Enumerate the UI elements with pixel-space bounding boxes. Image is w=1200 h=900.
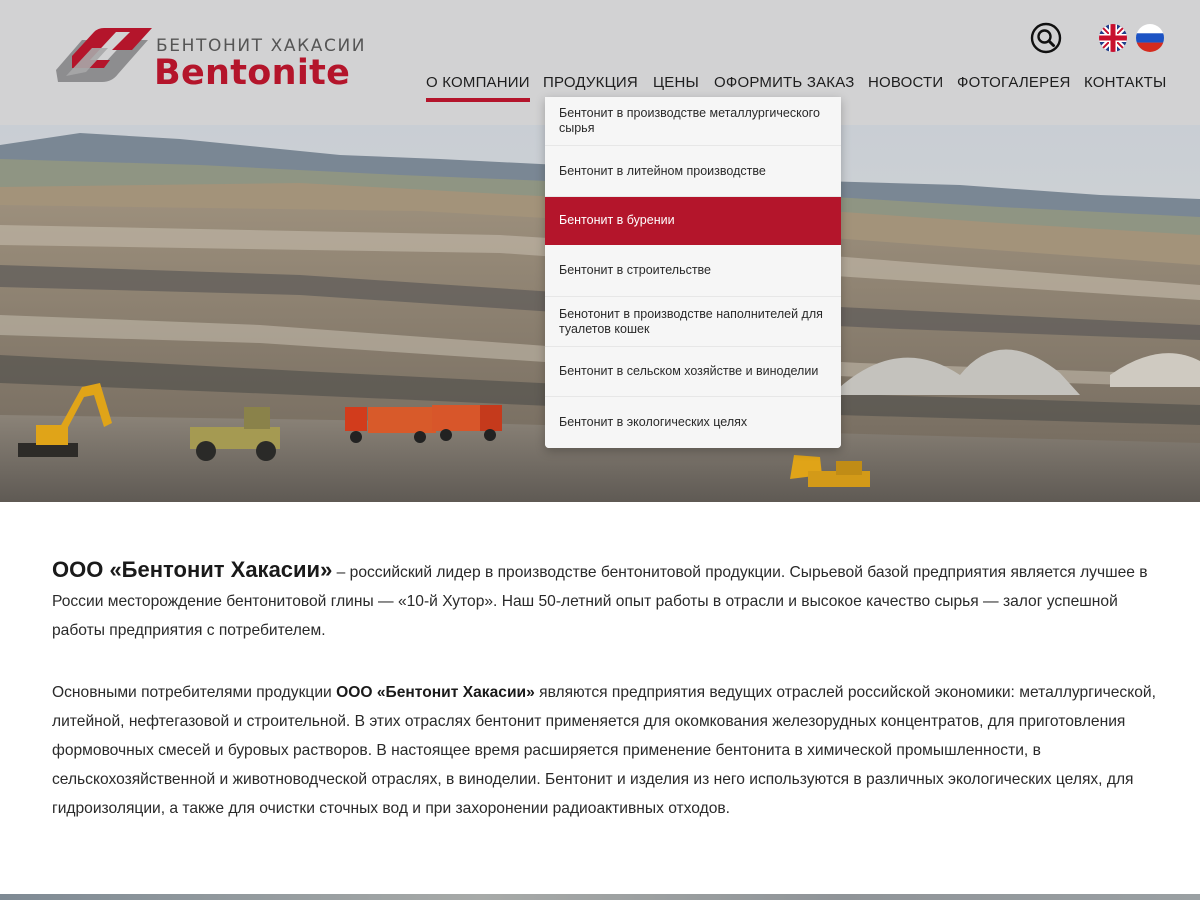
search-button[interactable] bbox=[1030, 22, 1062, 54]
dropdown-item-cat-litter[interactable]: Бенотонит в производстве наполнителей для туалетов кошек bbox=[545, 297, 841, 347]
consumers-text-start: Основными потребителями продукции bbox=[52, 684, 337, 701]
company-name-lead: ООО «Бентонит Хакасии» bbox=[52, 557, 333, 582]
dropdown-item-ecology[interactable]: Бентонит в экологических целях bbox=[545, 397, 841, 448]
dropdown-item-metallurgy[interactable]: Бентонит в производстве металлургического сырья bbox=[545, 97, 841, 146]
dropdown-item-agriculture[interactable]: Бентонит в сельском хозяйстве и виноделии bbox=[545, 347, 841, 397]
dropdown-item-foundry[interactable]: Бентонит в литейном производстве bbox=[545, 146, 841, 197]
products-dropdown-menu bbox=[545, 97, 841, 448]
nav-item-products[interactable]: ПРОДУКЦИЯ bbox=[543, 74, 638, 91]
logo-mark-icon bbox=[52, 26, 156, 92]
nav-item-order[interactable]: ОФОРМИТЬ ЗАКАЗ bbox=[714, 74, 855, 91]
logo-wordmark: Bentonite bbox=[154, 53, 351, 93]
company-name-inline: ООО «Бентонит Хакасии» bbox=[336, 684, 535, 701]
consumers-text-rest: являются предприятия ведущих отраслей российской экономики: металлургической, литейной, нефтегазовой и строительной. В этих отраслях бентонит применяется для окомкования железорудных концентратов, для приготовления формовочных смесей и буровых растворов. В настоящее время расширяется применение бентонита в химической промышленности, в сельскохозяйственной и животноводческой отраслях, в виноделии. Бентонит и изделия из него используются в различных экологических целях, для гидроизоляции, а также для очистки сточных вод и при захоронении радиоактивных отходов. bbox=[52, 684, 1156, 817]
site-logo[interactable] bbox=[52, 26, 367, 93]
nav-item-gallery[interactable]: ФОТОГАЛЕРЕЯ bbox=[957, 74, 1071, 91]
search-icon bbox=[1030, 22, 1062, 54]
logo-tagline: БЕНТОНИТ ХАКАСИИ bbox=[156, 36, 367, 56]
nav-item-news[interactable]: НОВОСТИ bbox=[868, 74, 944, 91]
footer-image-strip bbox=[0, 894, 1200, 900]
ru-flag-icon bbox=[1136, 24, 1164, 52]
nav-item-about[interactable]: О КОМПАНИИ bbox=[426, 74, 530, 104]
intro-paragraph bbox=[52, 555, 1167, 645]
dropdown-item-drilling[interactable]: Бентонит в бурении bbox=[545, 197, 841, 245]
nav-item-prices[interactable]: ЦЕНЫ bbox=[653, 74, 700, 91]
dropdown-item-construction[interactable]: Бентонит в строительстве bbox=[545, 245, 841, 297]
language-en-button[interactable] bbox=[1099, 24, 1127, 52]
uk-flag-icon bbox=[1099, 24, 1127, 52]
consumers-paragraph bbox=[52, 678, 1167, 823]
nav-item-contacts[interactable]: КОНТАКТЫ bbox=[1084, 74, 1167, 91]
intro-text: – российский лидер в производстве бентонитовой продукции. Сырьевой базой предприятия является лучшее в России месторождение бентонитовой глины — «10-й Хутор». Наш 50-летний опыт работы в отрасли и высокое качество сырья — залог успешной работы предприятия с потребителем. bbox=[52, 564, 1148, 639]
about-content bbox=[52, 555, 1167, 823]
language-ru-button[interactable] bbox=[1136, 24, 1164, 52]
